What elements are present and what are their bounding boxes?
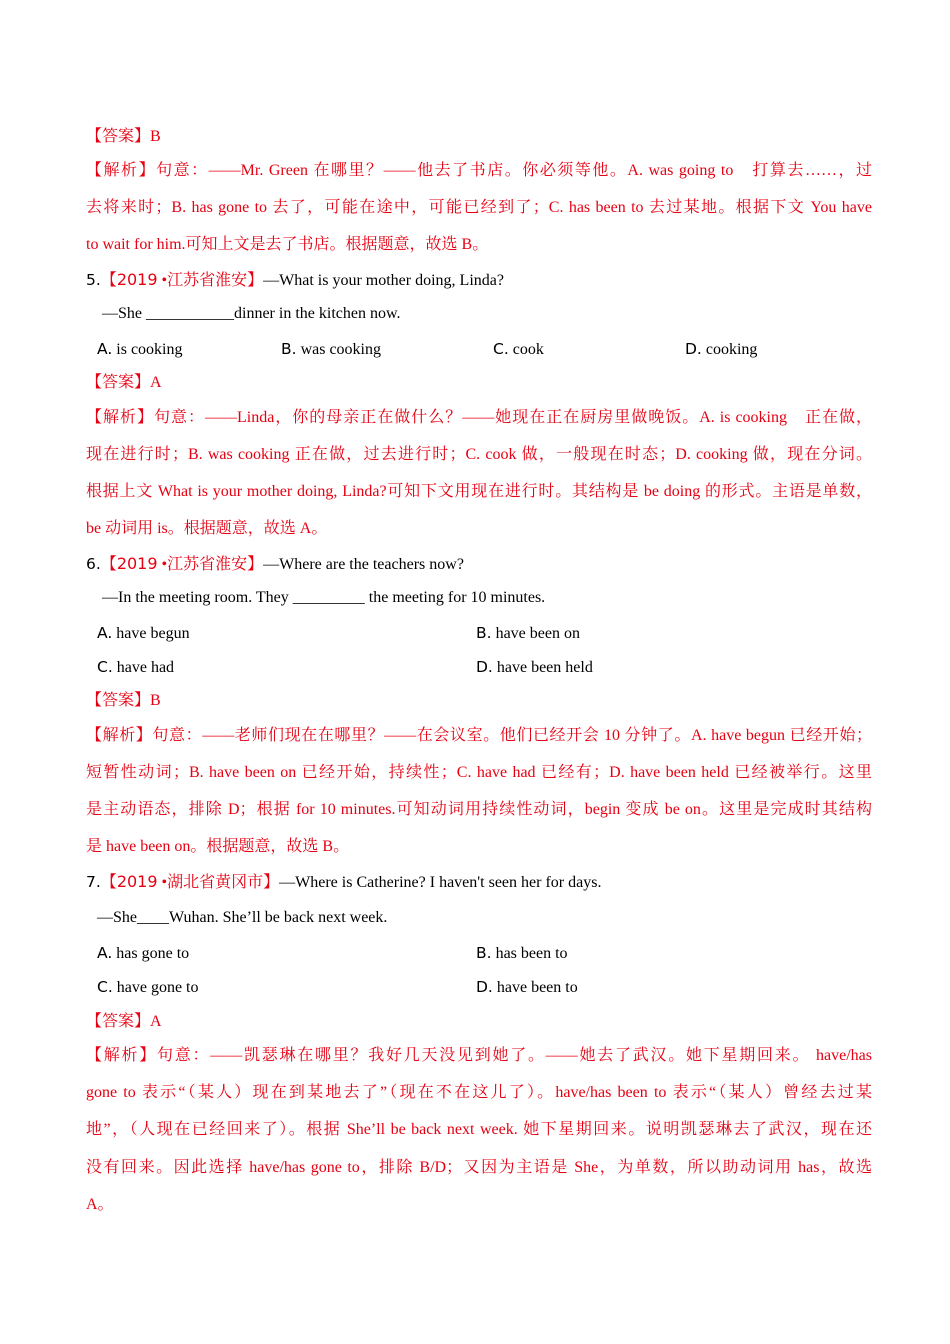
q6-explanation-line: 是主动语态，排除 D；根据 for 10 minutes.可知动词用持续性动词，begin 变成 be on。这里是完成时其结构 [86, 801, 872, 818]
q7-option-d: D. have been to [476, 978, 578, 996]
q7-explanation-line: gone to 表示“（某人）现在到某地去了”（现在不在这儿了）。have/has been to 表示“（某人）曾经去过某 [86, 1084, 872, 1101]
q5-number: 5. [86, 271, 101, 289]
q5-explanation-line: 根据上文 What is your mother doing, Linda?可知下文用现在进行时。其结构是 be doing 的形式。主语是单数， [86, 483, 872, 500]
q7-option-b: B. has been to [476, 944, 568, 962]
q7-answer: 【答案】A [86, 1013, 162, 1030]
q5-explanation-line: 现在进行时；B. was cooking 正在做，过去进行时；C. cook 做，一般现在时态；D. cooking 做，现在分词。 [86, 446, 872, 463]
q6-explanation-line: 【解析】句意：——老师们现在在哪里？——在会议室。他们已经开会 10 分钟了。A. have begun 已经开始； [86, 727, 872, 744]
q6-question: —Where are the teachers now? [263, 556, 464, 573]
q7-response: —She____Wuhan. She’ll be back next week. [97, 909, 388, 926]
q7-source: 【2019 •湖北省黄冈市】 [100, 872, 280, 891]
q7-question: —Where is Catherine? I haven't seen her for days. [279, 874, 602, 891]
q7-option-c: C. have gone to [97, 978, 199, 996]
q6-option-d: D. have been held [476, 658, 593, 676]
q5-stem [86, 269, 504, 292]
q6-explanation-line: 短暂性动词；B. have been on 已经开始，持续性；C. have had 已经有；D. have been held 已经被举行。这里 [86, 764, 872, 781]
q5-option-d: D. cooking [685, 340, 758, 358]
q5-option-b: B. was cooking [281, 340, 381, 358]
q6-option-a: A. have begun [97, 624, 190, 642]
q6-option-b: B. have been on [476, 624, 580, 642]
q6-explanation-line: 是 have been on。根据题意，故选 B。 [86, 838, 350, 855]
q7-stem [86, 871, 601, 894]
q6-response: —In the meeting room. They _________ the meeting for 10 minutes. [102, 589, 546, 606]
q7-number: 7. [86, 873, 101, 891]
q7-explanation-line: A。 [86, 1196, 114, 1213]
q5-explanation-line: 【解析】句意：——Linda，你的母亲正在做什么？——她现在正在厨房里做晚饭。A. is cooking 正在做， [86, 409, 872, 426]
q5-option-a: A. is cooking [97, 340, 183, 358]
q6-stem [86, 553, 464, 576]
q4-explanation-line: to wait for him.可知上文是去了书店。根据题意，故选 B。 [86, 236, 489, 253]
q5-explanation-line: be 动词用 is。根据题意，故选 A。 [86, 520, 328, 537]
q5-response: —She ___________dinner in the kitchen now. [102, 305, 401, 322]
q7-explanation-line: 【解析】句意：——凯瑟琳在哪里？我好几天没见到她了。——她去了武汉。她下星期回来。 have/has [86, 1047, 872, 1064]
q5-source: 【2019 •江苏省淮安】 [100, 270, 264, 289]
q6-number: 6. [86, 555, 101, 573]
q4-explanation-line: 去将来时；B. has gone to 去了，可能在途中，可能已经到了；C. has been to 去过某地。根据下文 You have [86, 199, 872, 216]
q5-option-c: C. cook [493, 340, 544, 358]
q7-option-a: A. has gone to [97, 944, 190, 962]
q6-option-c: C. have had [97, 658, 175, 676]
q4-explanation-line: 【解析】句意：——Mr. Green 在哪里？——他去了书店。你必须等他。A. was going to 打算去……，过 [86, 162, 872, 179]
q6-answer: 【答案】B [86, 692, 161, 709]
q6-source: 【2019 •江苏省淮安】 [100, 554, 264, 573]
q7-explanation-line: 没有回来。因此选择 have/has gone to，排除 B/D；又因为主语是 She，为单数，所以助动词用 has，故选 [86, 1159, 872, 1176]
q5-answer: 【答案】A [86, 374, 162, 391]
q4-answer: 【答案】B [86, 128, 161, 145]
q5-question: —What is your mother doing, Linda? [263, 272, 504, 289]
q7-explanation-line: 地”，（人现在已经回来了）。根据 She’ll be back next week. 她下星期回来。说明凯瑟琳去了武汉，现在还 [86, 1121, 872, 1138]
